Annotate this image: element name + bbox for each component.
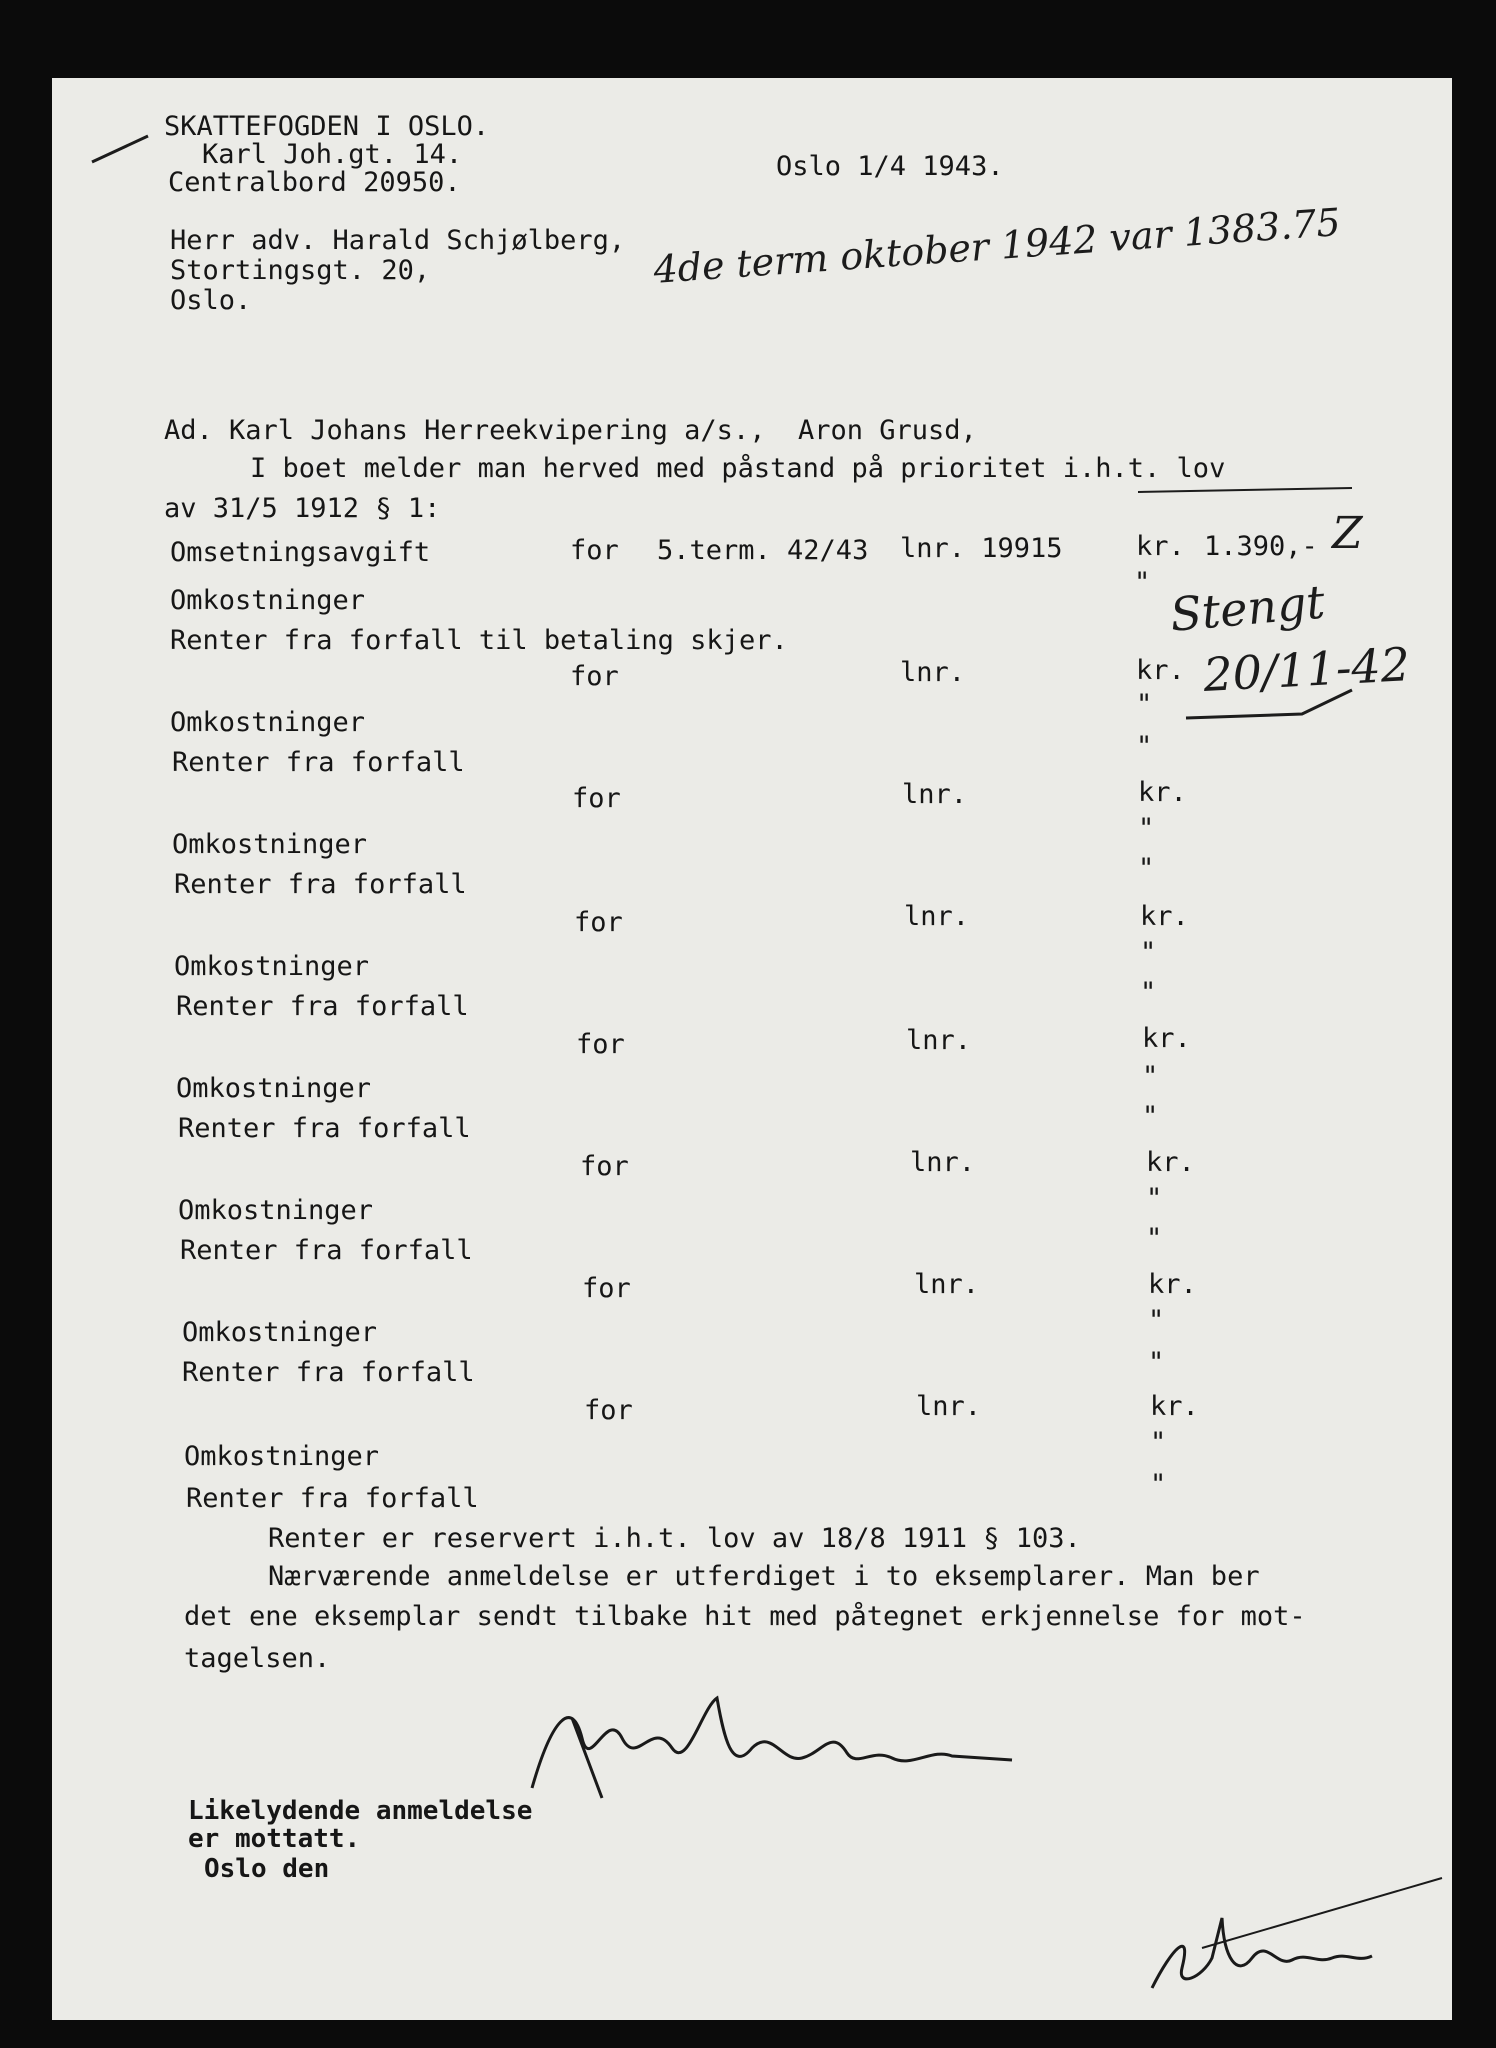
claim-kr: kr. bbox=[1136, 655, 1185, 686]
claim-kr: kr. bbox=[1140, 901, 1189, 932]
claim-ditto: " bbox=[1138, 813, 1155, 844]
claim-costs: Omkostninger bbox=[172, 829, 368, 860]
claim-kr: kr. bbox=[1138, 777, 1187, 808]
claim-ditto: " bbox=[1136, 731, 1153, 762]
claim-kr: kr. bbox=[1146, 1147, 1195, 1178]
claim-costs: Omkostninger bbox=[182, 1317, 378, 1348]
claim-for: for bbox=[582, 1273, 631, 1304]
handwritten-note: 4de term oktober 1942 var 1383.75 bbox=[652, 199, 1342, 292]
claim-costs: Omkostninger bbox=[178, 1195, 374, 1226]
claim-interest: Renter fra forfall bbox=[182, 1357, 475, 1388]
claim-lnr: lnr. bbox=[910, 1147, 976, 1178]
claim-ditto: " bbox=[1142, 1061, 1159, 1092]
claim-lnr: lnr. bbox=[916, 1391, 982, 1422]
claim-costs: Omkostninger bbox=[174, 951, 370, 982]
claim-for: for bbox=[570, 661, 619, 692]
claim-interest: Renter fra forfall bbox=[186, 1483, 479, 1514]
claim-ditto: " bbox=[1150, 1427, 1167, 1458]
claim-lnr: lnr. bbox=[914, 1269, 980, 1300]
recipient-street: Stortingsgt. 20, bbox=[170, 255, 431, 286]
receiver-signature bbox=[1142, 1868, 1462, 2008]
first-claim-term: 5.term. 42/43 bbox=[657, 535, 869, 566]
claim-ditto: " bbox=[1146, 1223, 1163, 1254]
claim-lnr: lnr. bbox=[906, 1025, 972, 1056]
office-phone: Centralbord 20950. bbox=[168, 167, 461, 198]
first-claim-interest: Renter fra forfall til betaling skjer. bbox=[170, 625, 788, 656]
law-reference: av 31/5 1912 § 1: bbox=[164, 493, 441, 524]
amount-mark: Z bbox=[1332, 508, 1363, 559]
receipt-line-2: er mottatt. bbox=[188, 1824, 361, 1854]
first-claim-costs: Omkostninger bbox=[170, 585, 366, 616]
claim-ditto: " bbox=[1136, 689, 1153, 720]
recipient-name: Herr adv. Harald Schjølberg, bbox=[170, 225, 626, 256]
recipient-city: Oslo. bbox=[170, 285, 252, 316]
closing-line-3: tagelsen. bbox=[184, 1643, 331, 1674]
first-claim-kr: kr. bbox=[1136, 531, 1185, 562]
claim-ditto: " bbox=[1150, 1469, 1167, 1500]
document-page bbox=[52, 78, 1452, 2020]
claim-interest: Renter fra forfall bbox=[172, 747, 465, 778]
claim-ditto: " bbox=[1138, 853, 1155, 884]
claim-for: for bbox=[580, 1151, 629, 1182]
letter-date: Oslo 1/4 1943. bbox=[776, 151, 1004, 182]
claim-interest: Renter fra forfall bbox=[178, 1113, 471, 1144]
closing-line-1: Nærværende anmeldelse er utferdiget i to eksemplarer. Man ber bbox=[268, 1561, 1260, 1592]
claim-for: for bbox=[574, 907, 623, 938]
first-claim-lnr: lnr. 19915 bbox=[900, 533, 1063, 564]
claim-lnr: lnr. bbox=[904, 901, 970, 932]
claim-costs: Omkostninger bbox=[176, 1073, 372, 1104]
first-claim-amount: 1.390,- bbox=[1204, 531, 1318, 562]
claim-costs: Omkostninger bbox=[184, 1441, 380, 1472]
claim-interest: Renter fra forfall bbox=[174, 869, 467, 900]
office-street: Karl Joh.gt. 14. bbox=[202, 139, 463, 170]
claim-kr: kr. bbox=[1150, 1391, 1199, 1422]
claim-lnr: lnr. bbox=[902, 779, 968, 810]
closing-line-2: det ene eksemplar sendt tilbake hit med påtegnet erkjennelse for mot- bbox=[184, 1601, 1306, 1632]
claim-kr: kr. bbox=[1148, 1269, 1197, 1300]
receipt-line-1: Likelydende anmeldelse bbox=[188, 1796, 533, 1826]
interest-reserved: Renter er reservert i.h.t. lov av 18/8 1911 § 103. bbox=[268, 1523, 1081, 1554]
claim-costs: Omkostninger bbox=[170, 707, 366, 738]
intro-line: I boet melder man herved med påstand på prioritet i.h.t. lov bbox=[250, 453, 1226, 484]
claim-interest: Renter fra forfall bbox=[180, 1235, 473, 1266]
first-claim-ditto: " bbox=[1134, 567, 1151, 598]
first-claim-for: for bbox=[570, 535, 619, 566]
first-claim-label: Omsetningsavgift bbox=[170, 537, 431, 568]
closed-date: 20/11-42 bbox=[1202, 637, 1412, 702]
claim-ditto: " bbox=[1142, 1101, 1159, 1132]
receipt-line-3: Oslo den bbox=[204, 1854, 330, 1884]
signature bbox=[512, 1678, 1032, 1818]
claim-ditto: " bbox=[1146, 1183, 1163, 1214]
claim-kr: kr. bbox=[1142, 1023, 1191, 1054]
subject-line: Ad. Karl Johans Herreekvipering a/s., Aron Grusd, bbox=[164, 415, 977, 446]
claim-ditto: " bbox=[1140, 977, 1157, 1008]
closed-word: Stengt bbox=[1168, 574, 1327, 642]
claim-interest: Renter fra forfall bbox=[176, 991, 469, 1022]
claim-ditto: " bbox=[1140, 937, 1157, 968]
claim-for: for bbox=[584, 1395, 633, 1426]
claim-for: for bbox=[572, 783, 621, 814]
office-name: SKATTEFOGDEN I OSLO. bbox=[164, 111, 490, 142]
claim-for: for bbox=[576, 1029, 625, 1060]
claim-ditto: " bbox=[1148, 1305, 1165, 1336]
claim-ditto: " bbox=[1148, 1347, 1165, 1378]
claim-lnr: lnr. bbox=[900, 657, 966, 688]
